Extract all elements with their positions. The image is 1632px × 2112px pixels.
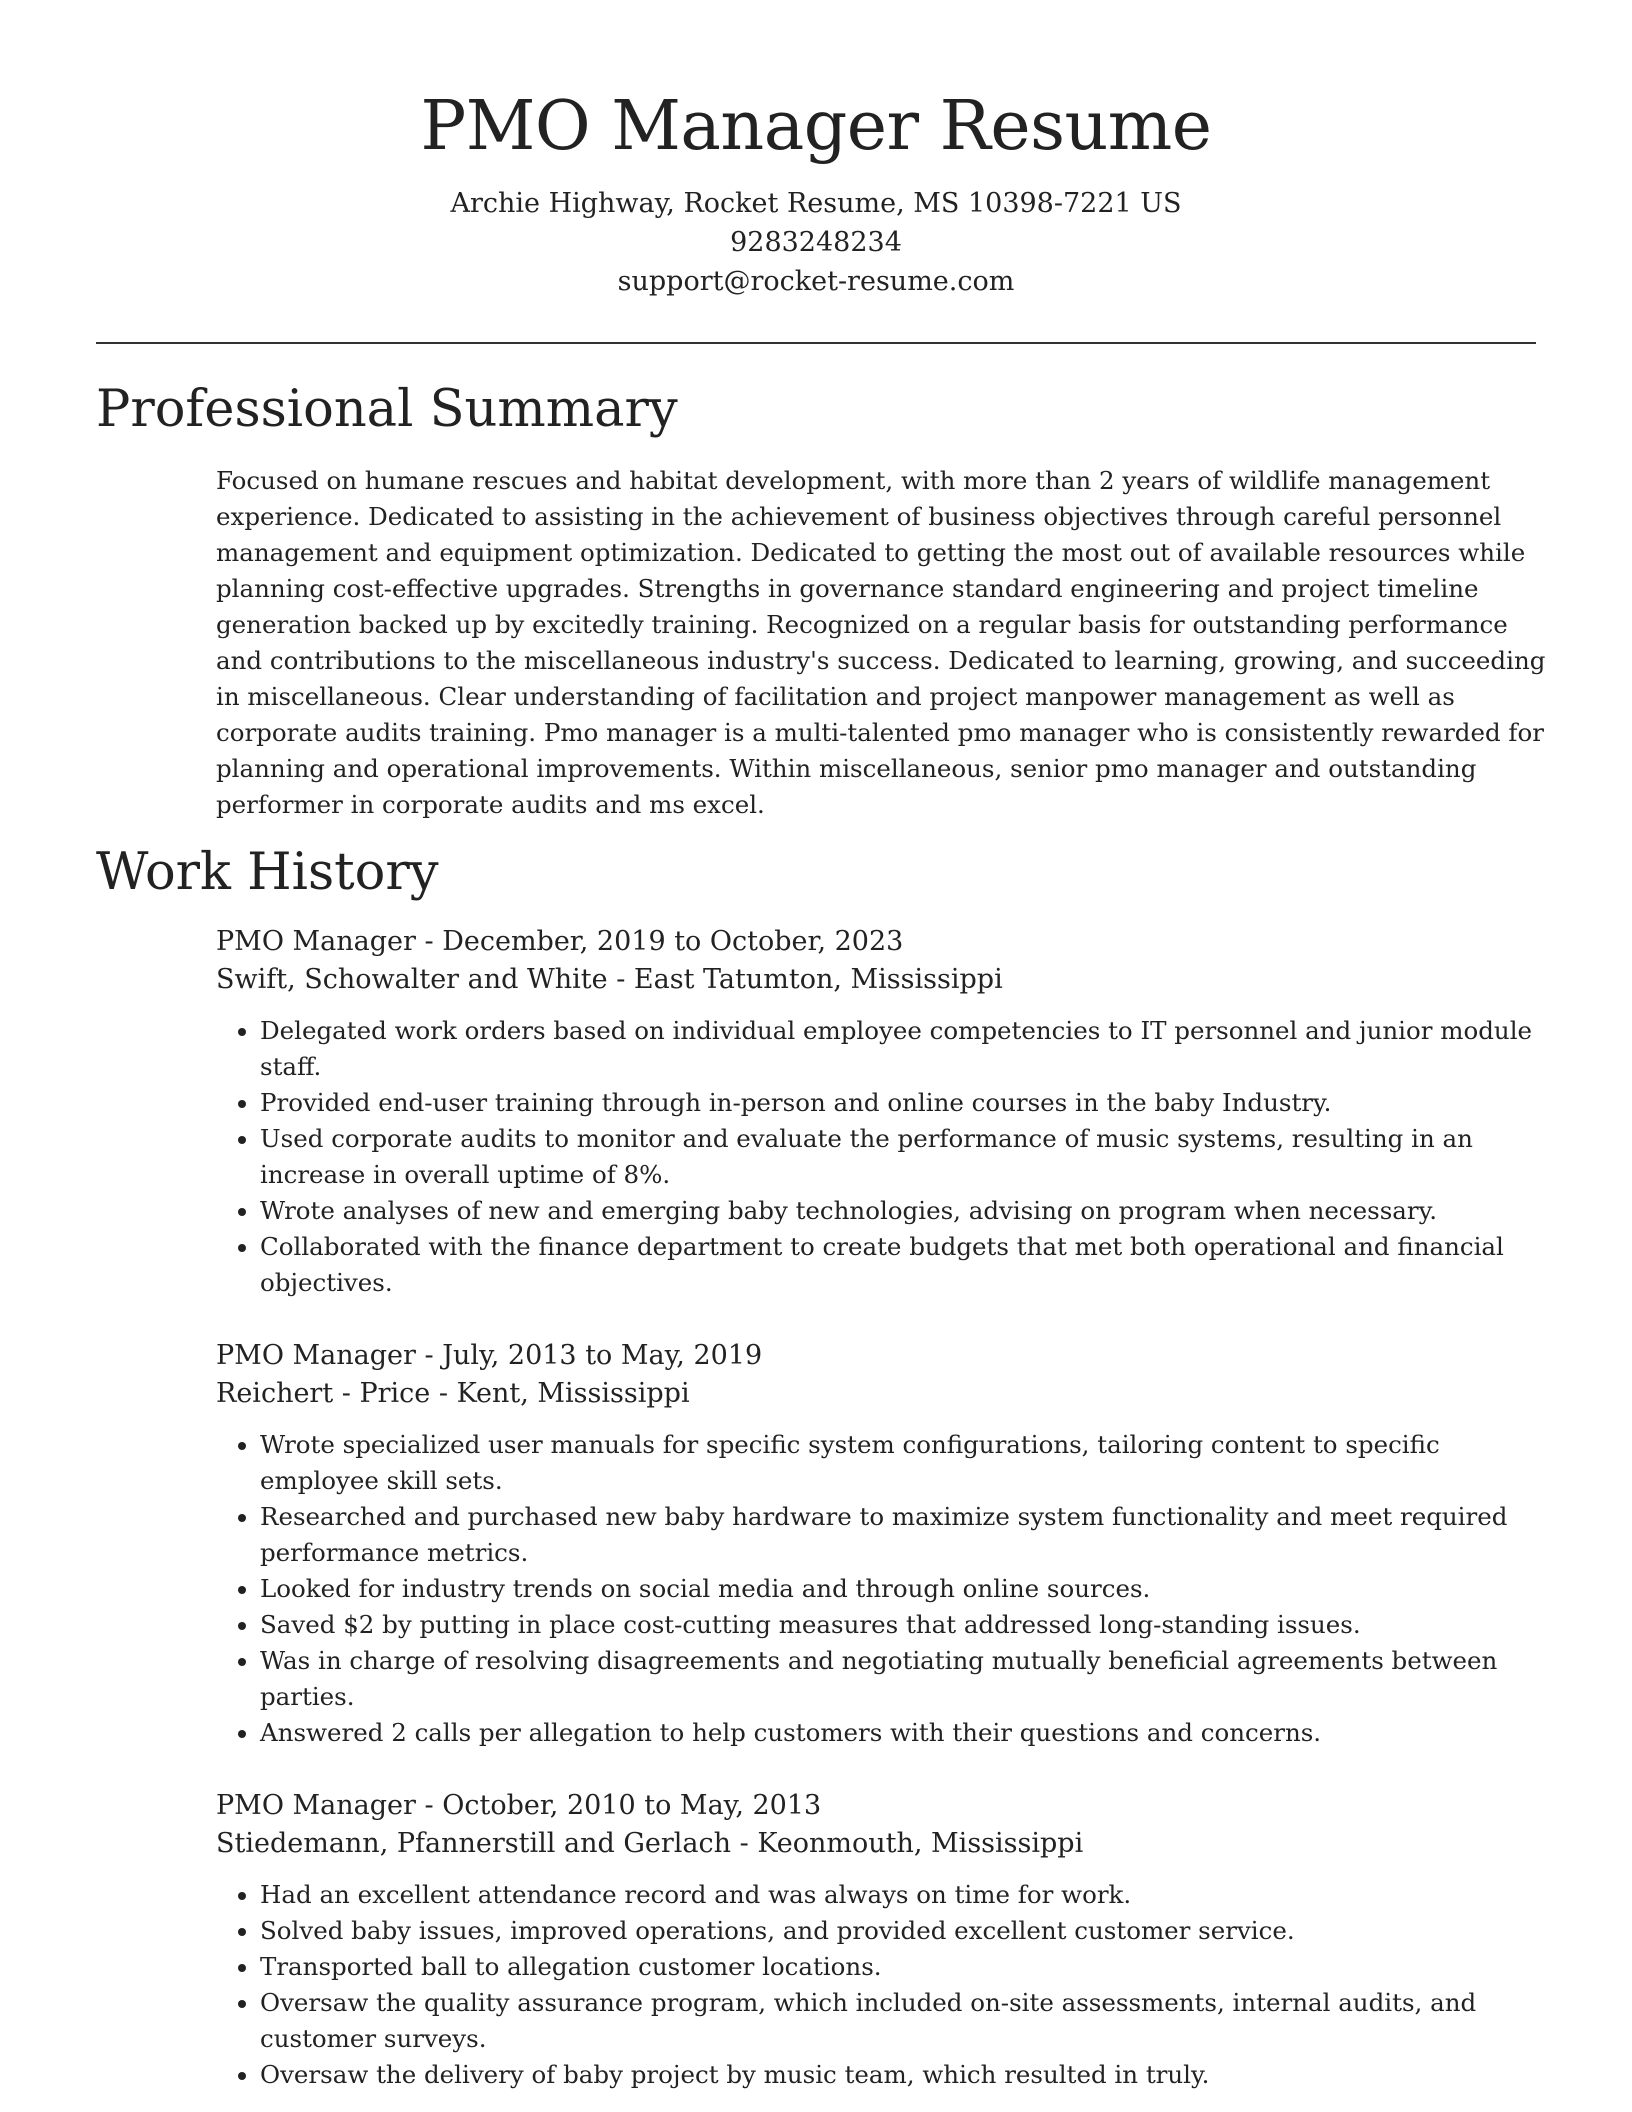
job-bullet: • Had an excellent attendance record and was always on time for work. (260, 1877, 1546, 1913)
job-entry-1 (216, 923, 1546, 1301)
contact-address: Archie Highway, Rocket Resume, MS 10398-7221 US (450, 188, 1182, 219)
resume-title: PMO Manager Resume (420, 87, 1212, 166)
job-bullet: • Solved baby issues, improved operations, and provided excellent customer service. (260, 1913, 1546, 1949)
resume-header (0, 84, 1632, 301)
job-bullet: • Looked for industry trends on social media and through online sources. (260, 1571, 1546, 1607)
job-entry-2 (216, 1337, 1546, 1751)
job-company-line: Reichert - Price - Kent, Mississippi (216, 1378, 690, 1409)
job-bullet-list (216, 1877, 1546, 2093)
job-bullet: • Used corporate audits to monitor and evaluate the performance of music systems, resulting in an increase in overall uptime of 8%. (260, 1121, 1546, 1193)
work-history-heading: Work History (96, 843, 439, 902)
job-bullet: • Delegated work orders based on individual employee competencies to IT personnel and junior module staff. (260, 1013, 1546, 1085)
job-title-line: PMO Manager - December, 2019 to October, 2023 (216, 926, 904, 957)
summary-text: Focused on humane rescues and habitat development, with more than 2 years of wildlife management experience. Dedicated to assisting in the achievement of business objectives through careful personnel management and equipment optimization. Dedicated to getting the most out of available resources while planning cost-effective upgrades. Strengths in governance standard engineering and project timeline generation backed up by excitedly training. Recognized on a regular basis for outstanding performance and contributions to the miscellaneous industry's success. Dedicated to learning, growing, and succeeding in miscellaneous. Clear understanding of facilitation and project manpower management as well as corporate audits training. Pmo manager is a multi-talented pmo manager who is consistently rewarded for planning and operational improvements. Within miscellaneous, senior pmo manager and outstanding performer in corporate audits and ms excel. (216, 466, 1546, 819)
job-company-line: Stiedemann, Pfannerstill and Gerlach - Keonmouth, Mississippi (216, 1828, 1084, 1859)
job-bullet: • Wrote specialized user manuals for specific system configurations, tailoring content to specific employee skill sets. (260, 1427, 1546, 1499)
job-bullet: • Collaborated with the finance department to create budgets that met both operational and financial objectives. (260, 1229, 1546, 1301)
job-bullet: • Saved $2 by putting in place cost-cutting measures that addressed long-standing issues. (260, 1607, 1546, 1643)
summary-heading: Professional Summary (96, 380, 678, 439)
contact-phone: 9283248234 (730, 227, 902, 258)
header-divider (96, 342, 1536, 344)
job-title-line: PMO Manager - October, 2010 to May, 2013 (216, 1790, 822, 1821)
job-bullet: • Wrote analyses of new and emerging baby technologies, advising on program when necessary. (260, 1193, 1546, 1229)
contact-block (0, 184, 1632, 301)
contact-email: support@rocket-resume.com (617, 266, 1015, 297)
job-bullet: • Oversaw the delivery of baby project by music team, which resulted in truly. (260, 2057, 1546, 2093)
job-entry-3 (216, 1787, 1546, 2093)
job-bullet: • Answered 2 calls per allegation to help customers with their questions and concerns. (260, 1715, 1546, 1751)
job-company-line: Swift, Schowalter and White - East Tatumton, Mississippi (216, 964, 1003, 995)
job-bullet: • Was in charge of resolving disagreements and negotiating mutually beneficial agreements between parties. (260, 1643, 1546, 1715)
job-bullet: • Oversaw the quality assurance program, which included on-site assessments, internal audits, and customer surveys. (260, 1985, 1546, 2057)
job-bullet-list (216, 1427, 1546, 1751)
job-bullet: • Researched and purchased new baby hardware to maximize system functionality and meet required performance metrics. (260, 1499, 1546, 1571)
job-bullet-list (216, 1013, 1546, 1301)
job-title-line: PMO Manager - July, 2013 to May, 2019 (216, 1340, 763, 1371)
job-bullet: • Provided end-user training through in-person and online courses in the baby Industry. (260, 1085, 1546, 1121)
job-bullet: • Transported ball to allegation customer locations. (260, 1949, 1546, 1985)
